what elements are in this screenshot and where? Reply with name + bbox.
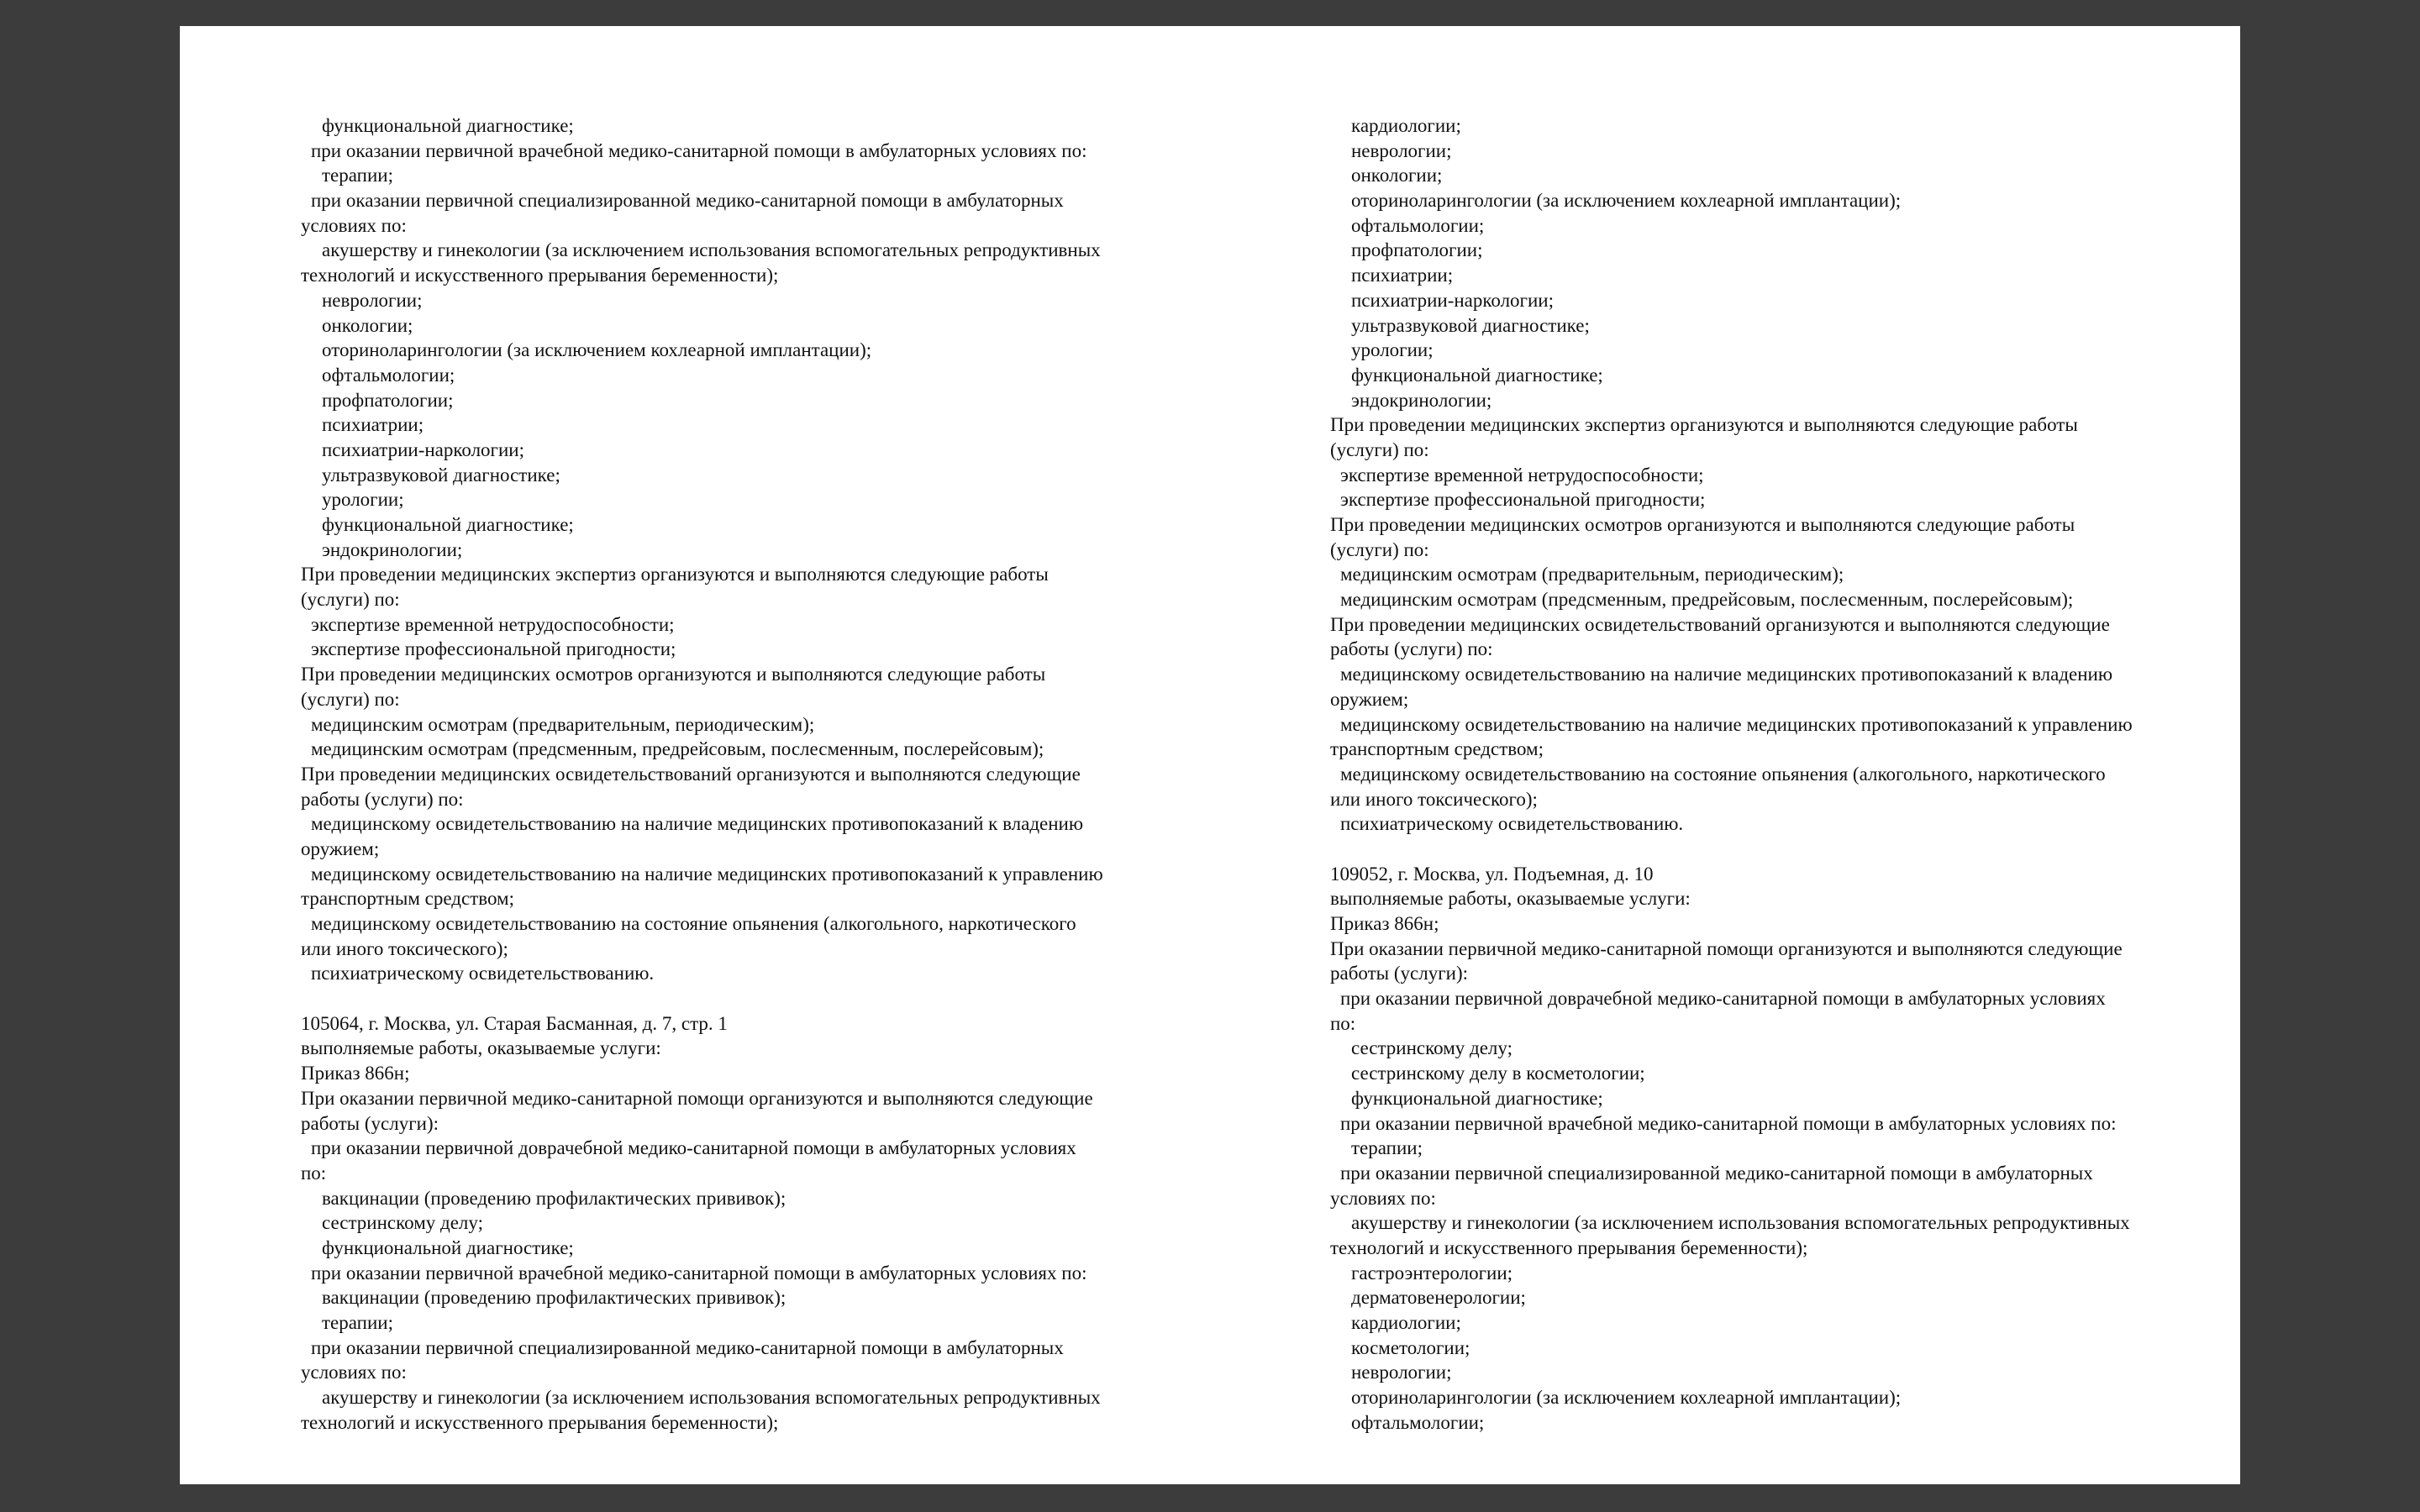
document-line: профпатологии; xyxy=(1351,239,1483,261)
document-line: выполняемые работы, оказываемые услуги: xyxy=(301,1037,661,1059)
document-line: экспертизе профессиональной пригодности; xyxy=(311,638,676,660)
document-line: медицинскому освидетельствованию на наличие медицинских противопоказаний к владению xyxy=(311,813,1084,835)
document-line: при оказании первичной врачебной медико-санитарной помощи в амбулаторных условиях по: xyxy=(311,139,1087,161)
document-line: технологий и искусственного прерывания беременности); xyxy=(1330,1236,1808,1258)
document-line: при оказании первичной доврачебной медико-санитарной помощи в амбулаторных условиях xyxy=(311,1137,1076,1159)
document-line: работы (услуги) по: xyxy=(301,788,464,810)
document-line: терапии; xyxy=(322,1312,393,1333)
document-line: При оказании первичной медико-санитарной помощи организуются и выполняются следующие xyxy=(301,1087,1093,1109)
document-line: условиях по: xyxy=(301,1362,407,1383)
document-line: технологий и искусственного прерывания беременности); xyxy=(301,265,779,286)
document-line: при оказании первичной специализированной медико-санитарной помощи в амбулаторных xyxy=(1340,1162,2093,1184)
document-line: условиях по: xyxy=(301,214,407,236)
document-line: онкологии; xyxy=(1351,165,1443,186)
document-line: по: xyxy=(1330,1012,1356,1034)
document-line: медицинскому освидетельствованию на состояние опьянения (алкогольного, наркотического xyxy=(1340,763,2106,785)
document-line: вакцинации (проведению профилактических прививок); xyxy=(322,1187,786,1209)
document-line: При проведении медицинских осмотров организуются и выполняются следующие работы xyxy=(1330,514,2075,535)
document-line: оториноларингологии (за исключением кохлеарной имплантации); xyxy=(1351,1387,1902,1409)
document-line: работы (услуги): xyxy=(1330,963,1468,984)
document-line: При проведении медицинских экспертиз организуются и выполняются следующие работы xyxy=(301,564,1049,585)
document-line: офтальмологии; xyxy=(1351,1411,1485,1433)
document-line: гастроэнтерологии; xyxy=(1351,1262,1513,1284)
document-line: профпатологии; xyxy=(322,389,454,411)
document-line: офтальмологии; xyxy=(1351,214,1485,236)
document-line: При оказании первичной медико-санитарной помощи организуются и выполняются следующие xyxy=(1330,937,2123,959)
document-line: дерматовенерологии; xyxy=(1351,1287,1526,1309)
document-line: (услуги) по: xyxy=(301,589,400,611)
document-line: сестринскому делу; xyxy=(1351,1037,1512,1059)
document-line: экспертизе временной нетрудоспособности; xyxy=(311,613,675,635)
document-line: акушерству и гинекологии (за исключением использования вспомогательных репродуктивных xyxy=(1351,1212,2130,1234)
document-line: косметологии; xyxy=(1351,1336,1470,1358)
document-line: оториноларингологии (за исключением кохлеарной имплантации); xyxy=(322,339,872,361)
document-line: функциональной диагностике; xyxy=(1351,364,1603,386)
document-line: выполняемые работы, оказываемые услуги: xyxy=(1330,888,1691,910)
document-line: экспертизе временной нетрудоспособности; xyxy=(1340,464,1704,486)
document-line: работы (услуги) по: xyxy=(1330,638,1493,660)
document-line: Приказ 866н; xyxy=(1330,913,1439,934)
document-line: 105064, г. Москва, ул. Старая Басманная, д. 7, стр. 1 xyxy=(301,1012,728,1034)
document-line: сестринскому делу; xyxy=(322,1212,483,1234)
document-line: медицинским осмотрам (предварительным, периодическим); xyxy=(311,713,815,735)
document-line: При проведении медицинских осмотров организуются и выполняются следующие работы xyxy=(301,664,1046,685)
document-line: при оказании первичной специализированной медико-санитарной помощи в амбулаторных xyxy=(311,1336,1064,1358)
document-line xyxy=(1330,837,2221,862)
document-line: условиях по: xyxy=(1330,1187,1436,1209)
document-line: психиатрии; xyxy=(322,414,424,436)
document-line: При проведении медицинских освидетельствований организуются и выполняются следующие xyxy=(1330,613,2110,635)
document-line: технологий и искусственного прерывания беременности); xyxy=(301,1411,779,1433)
document-line: при оказании первичной врачебной медико-санитарной помощи в амбулаторных условиях по: xyxy=(1340,1112,2117,1134)
document-line: психиатрии-наркологии; xyxy=(1351,289,1554,311)
document-line: Приказ 866н; xyxy=(301,1063,410,1084)
document-line xyxy=(301,986,1192,1011)
document-line: неврологии; xyxy=(1351,1362,1452,1383)
document-line: оружием; xyxy=(301,837,380,859)
document-line: оториноларингологии (за исключением кохлеарной имплантации); xyxy=(1351,190,1902,212)
document-line: ультразвуковой диагностике; xyxy=(322,464,560,486)
document-line: офтальмологии; xyxy=(322,364,455,386)
document-line: психиатрии-наркологии; xyxy=(322,438,524,460)
document-line: терапии; xyxy=(1351,1137,1423,1159)
document-line: медицинскому освидетельствованию на наличие медицинских противопоказаний к управлению xyxy=(311,863,1103,885)
document-line: медицинскому освидетельствованию на наличие медицинских противопоказаний к владению xyxy=(1340,664,2113,685)
document-line: кардиологии; xyxy=(1351,1312,1461,1333)
document-line: функциональной диагностике; xyxy=(322,1236,574,1258)
document-line: или иного токсического); xyxy=(301,937,508,959)
document-page xyxy=(180,26,2240,1484)
document-line: акушерству и гинекологии (за исключением использования вспомогательных репродуктивных xyxy=(322,239,1101,261)
document-line: психиатрическому освидетельствованию. xyxy=(311,963,655,984)
document-line: функциональной диагностике; xyxy=(1351,1087,1603,1109)
document-line: эндокринологии; xyxy=(322,538,463,560)
document-line: эндокринологии; xyxy=(1351,389,1492,411)
document-line: функциональной диагностике; xyxy=(322,115,574,136)
document-line: работы (услуги): xyxy=(301,1112,439,1134)
document-line: (услуги) по: xyxy=(1330,538,1429,560)
document-line: сестринскому делу в косметологии; xyxy=(1351,1063,1645,1084)
document-line: транспортным средством; xyxy=(301,888,514,910)
document-line: функциональной диагностике; xyxy=(322,514,574,535)
document-line: вакцинации (проведению профилактических прививок); xyxy=(322,1287,786,1309)
document-line: медицинским осмотрам (предсменным, предрейсовым, послесменным, послерейсовым); xyxy=(1340,589,2074,611)
document-line: по: xyxy=(301,1162,327,1184)
document-line: кардиологии; xyxy=(1351,115,1461,136)
document-line: психиатрии; xyxy=(1351,265,1454,286)
document-line: неврологии; xyxy=(322,289,423,311)
document-line: при оказании первичной специализированной медико-санитарной помощи в амбулаторных xyxy=(311,190,1064,212)
document-line: ультразвуковой диагностике; xyxy=(1351,314,1590,336)
document-line: онкологии; xyxy=(322,314,413,336)
document-line: урологии; xyxy=(1351,339,1434,361)
document-line: экспертизе профессиональной пригодности; xyxy=(1340,489,1706,511)
document-line: при оказании первичной доврачебной медико-санитарной помощи в амбулаторных условиях xyxy=(1340,988,2106,1010)
document-line: акушерству и гинекологии (за исключением использования вспомогательных репродуктивных xyxy=(322,1387,1101,1409)
document-line: урологии; xyxy=(322,489,404,511)
document-line: 109052, г. Москва, ул. Подъемная, д. 10 xyxy=(1330,863,1654,885)
document-line: При проведении медицинских экспертиз организуются и выполняются следующие работы xyxy=(1330,414,2078,436)
right-column xyxy=(1330,113,2221,1435)
document-line: при оказании первичной врачебной медико-санитарной помощи в амбулаторных условиях по: xyxy=(311,1262,1087,1284)
document-line: медицинскому освидетельствованию на состояние опьянения (алкогольного, наркотического xyxy=(311,913,1076,934)
document-line: (услуги) по: xyxy=(301,688,400,710)
document-line: неврологии; xyxy=(1351,139,1452,161)
document-line: медицинским осмотрам (предсменным, предрейсовым, послесменным, послерейсовым); xyxy=(311,738,1044,760)
document-line: медицинскому освидетельствованию на наличие медицинских противопоказаний к управлению xyxy=(1340,713,2133,735)
left-column xyxy=(301,113,1192,1435)
document-line: терапии; xyxy=(322,165,393,186)
document-line: психиатрическому освидетельствованию. xyxy=(1340,813,1684,835)
document-line: оружием; xyxy=(1330,688,1409,710)
document-line: медицинским осмотрам (предварительным, периодическим); xyxy=(1340,564,1844,585)
document-line: транспортным средством; xyxy=(1330,738,1544,760)
document-line: При проведении медицинских освидетельствований организуются и выполняются следующие xyxy=(301,763,1081,785)
document-line: или иного токсического); xyxy=(1330,788,1538,810)
document-line: (услуги) по: xyxy=(1330,438,1429,460)
